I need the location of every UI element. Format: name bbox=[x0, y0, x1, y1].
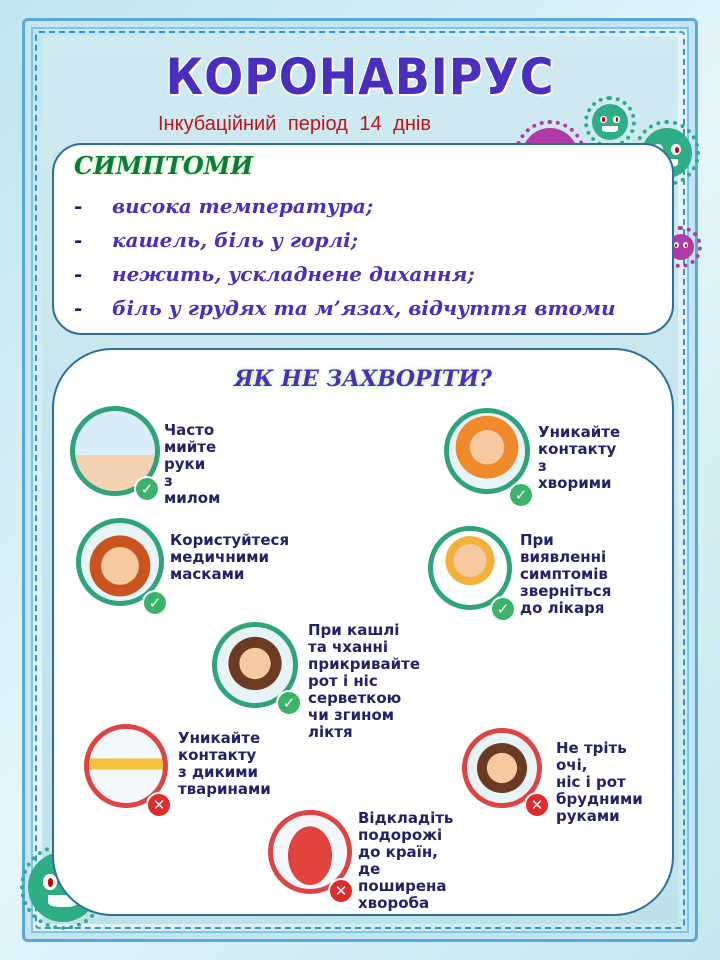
symptom-text: біль у грудях та м’язах, відчуття втоми bbox=[112, 296, 616, 320]
check-icon: ✓ bbox=[508, 482, 534, 508]
list-dash: - bbox=[74, 194, 83, 218]
symptom-item bbox=[74, 189, 616, 223]
symptom-item bbox=[74, 257, 616, 291]
check-icon: ✓ bbox=[134, 476, 160, 502]
cross-icon: ✕ bbox=[524, 792, 550, 818]
symptom-item bbox=[74, 223, 616, 257]
tip-text: Користуйтеся медичними масками bbox=[170, 531, 290, 583]
virus-icon bbox=[592, 104, 628, 140]
check-icon: ✓ bbox=[490, 596, 516, 622]
tip-text: При кашлі та чханні прикривайте рот і ніс серветкою чи згином ліктя bbox=[308, 621, 421, 741]
sick-child-illustration-icon bbox=[444, 408, 530, 494]
tip-text: Часто мийте руки з милом bbox=[164, 421, 221, 507]
symptoms-list bbox=[74, 189, 616, 325]
tip-text: Уникайте контакту з хворими bbox=[538, 423, 621, 492]
symptom-text: кашель, біль у горлі; bbox=[112, 228, 359, 252]
poster-title: КОРОНАВІРУС bbox=[165, 48, 555, 106]
tip-text: Не тріть очі, ніс і рот брудними руками bbox=[556, 739, 643, 825]
list-dash: - bbox=[74, 228, 83, 252]
symptom-text: висока температура; bbox=[112, 194, 374, 218]
check-icon: ✓ bbox=[142, 590, 168, 616]
list-dash: - bbox=[74, 262, 83, 286]
symptom-text: нежить, ускладнене дихання; bbox=[112, 262, 475, 286]
tip-text: При виявленні симптомів зверніться до лікаря bbox=[520, 531, 612, 617]
symptoms-panel bbox=[52, 143, 674, 335]
check-icon: ✓ bbox=[276, 690, 302, 716]
cross-icon: ✕ bbox=[146, 792, 172, 818]
symptoms-heading: СИМПТОМИ bbox=[74, 151, 254, 180]
incubation-subtitle: Інкубаційний період 14 днів bbox=[158, 113, 431, 135]
prevention-heading: ЯК НЕ ЗАХВОРІТИ? bbox=[234, 366, 492, 392]
prevention-panel bbox=[52, 348, 674, 916]
tip-text: Відкладіть подорожі до країн, де поширена хвороба bbox=[358, 809, 454, 912]
cross-icon: ✕ bbox=[328, 878, 354, 904]
list-dash: - bbox=[74, 296, 83, 320]
symptom-item bbox=[74, 291, 616, 325]
tip-text: Уникайте контакту з дикими тваринами bbox=[178, 729, 271, 798]
